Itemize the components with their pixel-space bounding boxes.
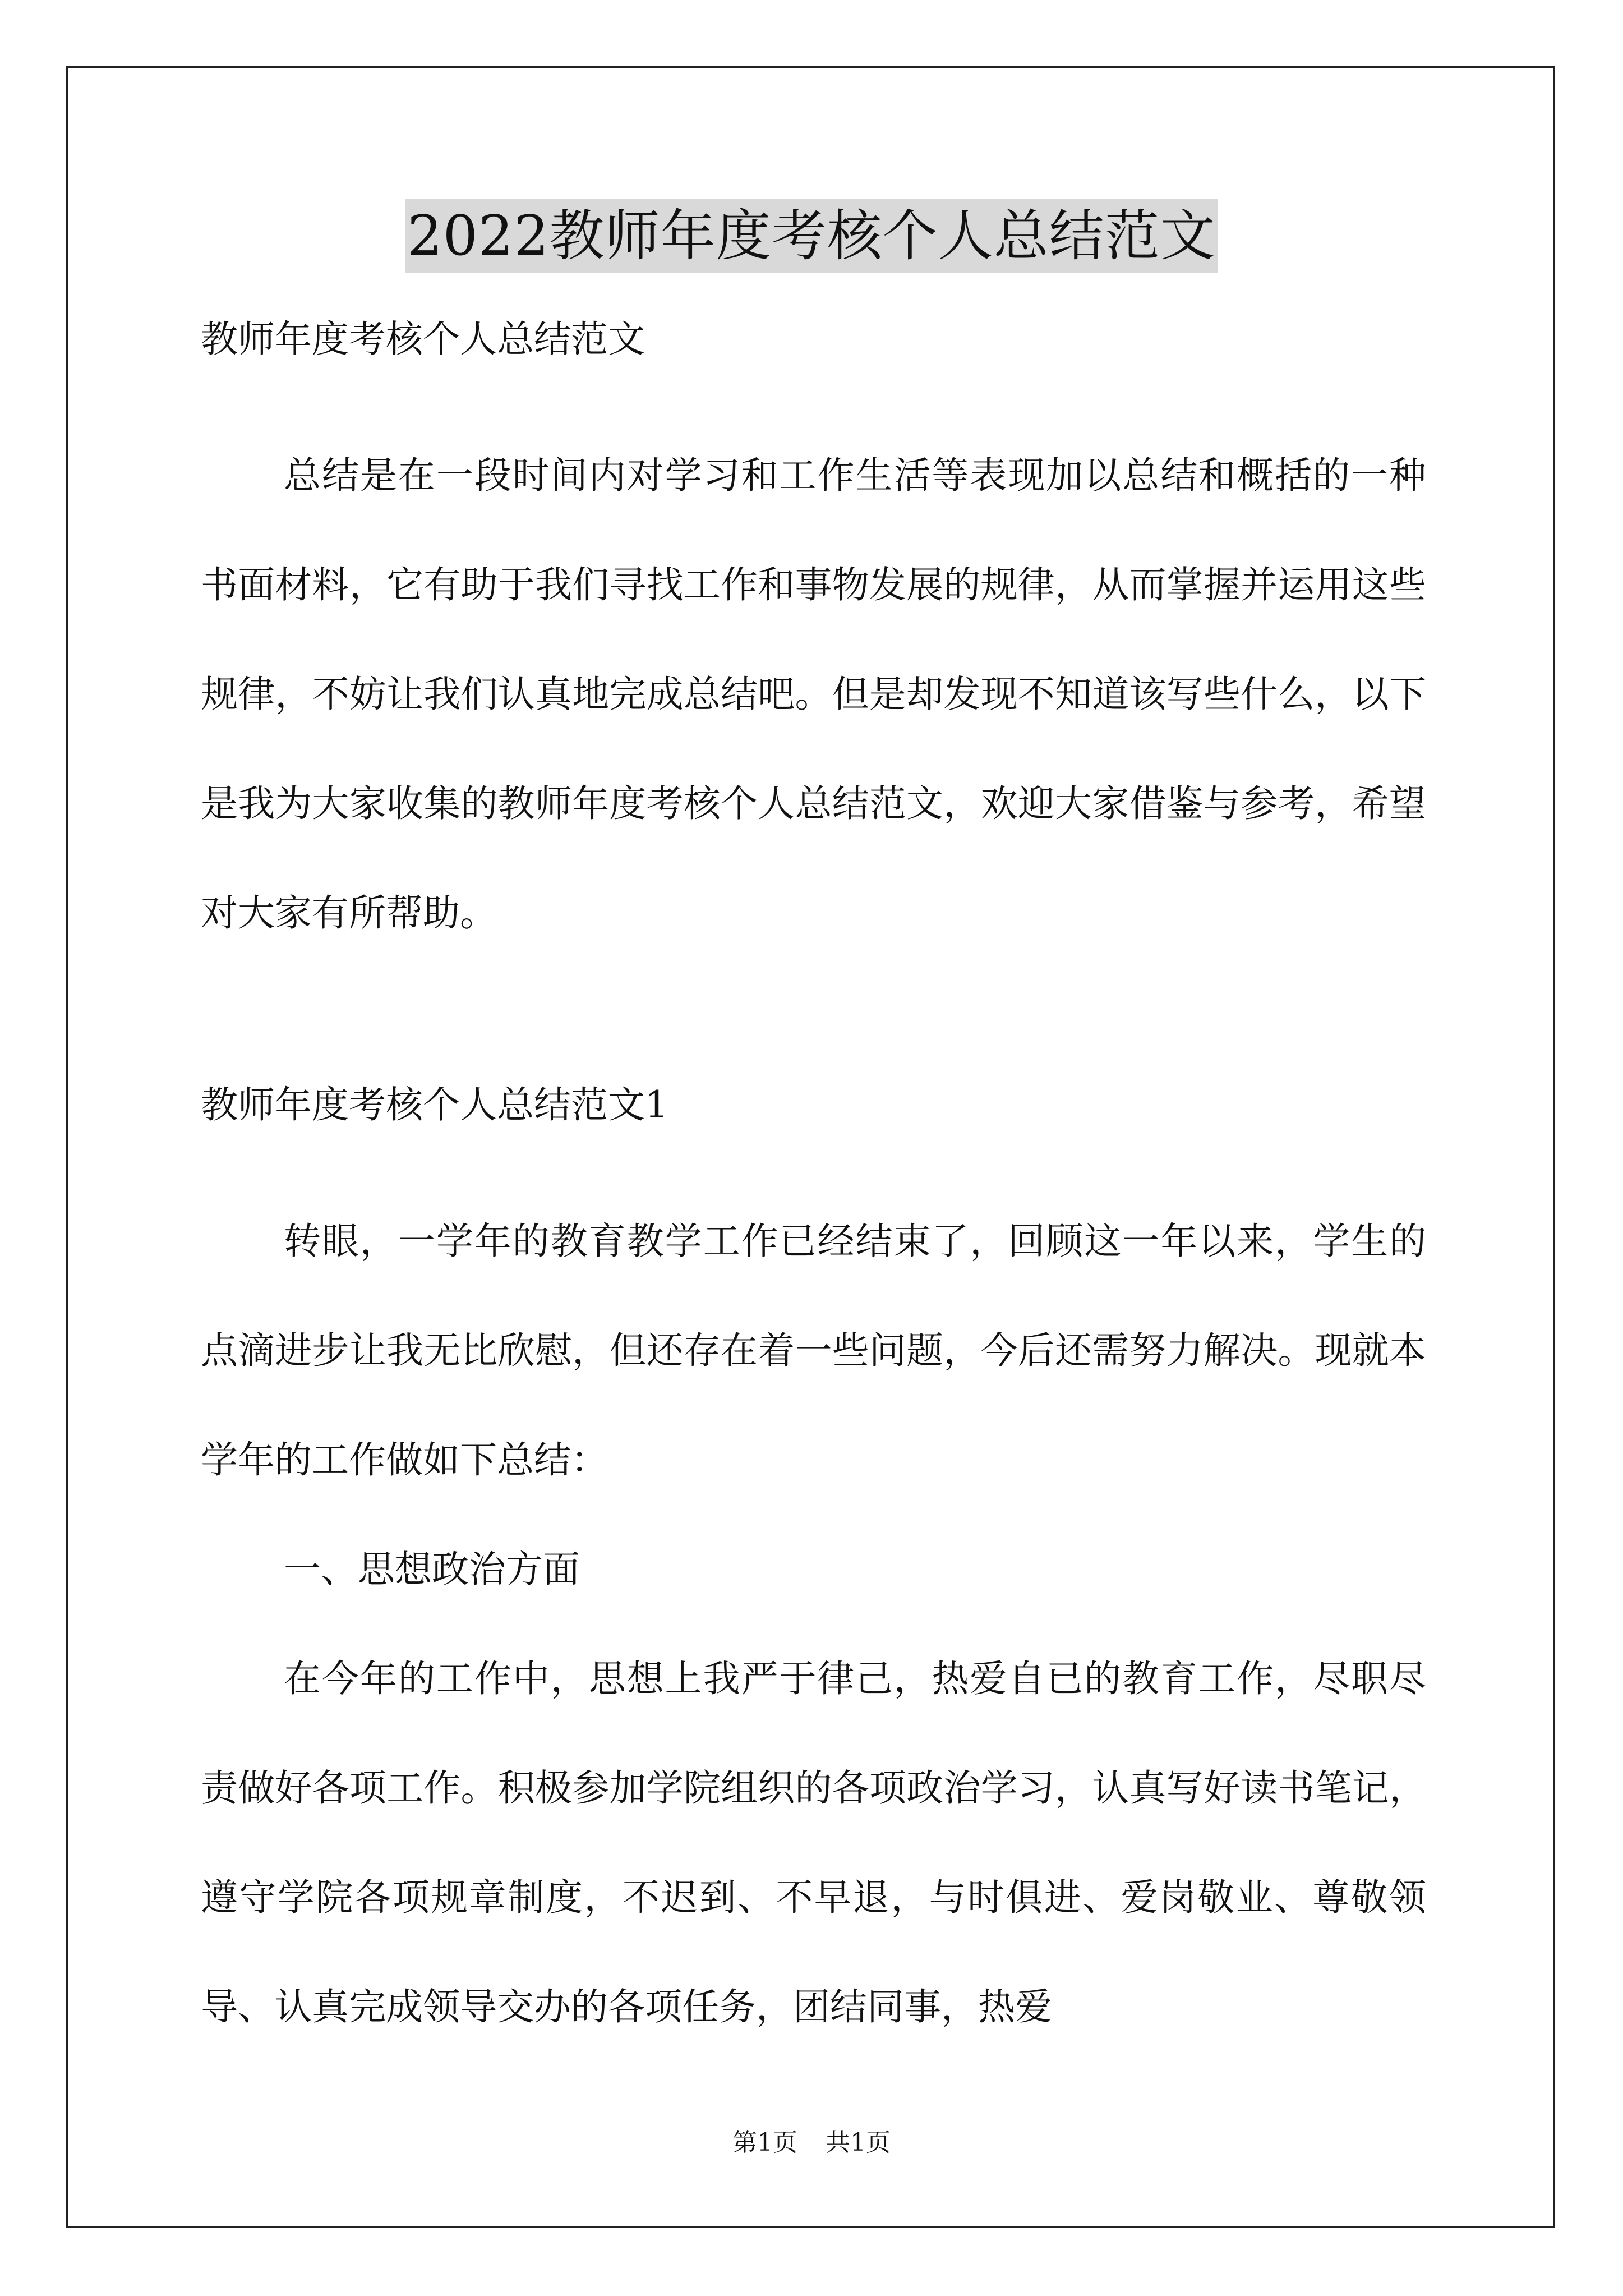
section-title: 教师年度考核个人总结范文1 xyxy=(201,1083,668,1126)
page-footer xyxy=(0,2126,1623,2160)
spacer xyxy=(201,367,1426,421)
document-body xyxy=(201,311,1426,2062)
document-subtitle: 教师年度考核个人总结范文 xyxy=(201,318,645,361)
spacer xyxy=(201,968,1426,1077)
title-container xyxy=(0,199,1623,273)
document-title: 2022教师年度考核个人总结范文 xyxy=(405,199,1218,273)
page-total: 共1页 xyxy=(826,2128,891,2157)
section-heading-1: 一、思想政治方面 xyxy=(284,1548,580,1591)
body-paragraph-1: 转眼，一学年的教育教学工作已经结束了，回顾这一年以来，学生的点滴进步让我无比欣慰，但还存在着一些问题，今后还需努力解决。现就本学年的工作做如下总结： xyxy=(201,1220,1426,1481)
spacer xyxy=(201,1133,1426,1186)
page-number: 第1页 xyxy=(732,2128,797,2157)
body-paragraph-2: 在今年的工作中，思想上我严于律己，热爱自已的教育工作，尽职尽责做好各项工作。积极参加学院组织的各项政治学习，认真写好读书笔记，遵守学院各项规章制度，不迟到、不早退，与时俱进、爱岗敬业、尊敬领导、认真完成领导交办的各项任务，团结同事，热爱 xyxy=(201,1657,1426,2028)
intro-paragraph: 总结是在一段时间内对学习和工作生活等表现加以总结和概括的一种书面材料，它有助于我们寻找工作和事物发展的规律，从而掌握并运用这些规律，不妨让我们认真地完成总结吧。但是却发现不知道该写些什么，以下是我为大家收集的教师年度考核个人总结范文，欢迎大家借鉴与参考，希望对大家有所帮助。 xyxy=(201,454,1426,935)
